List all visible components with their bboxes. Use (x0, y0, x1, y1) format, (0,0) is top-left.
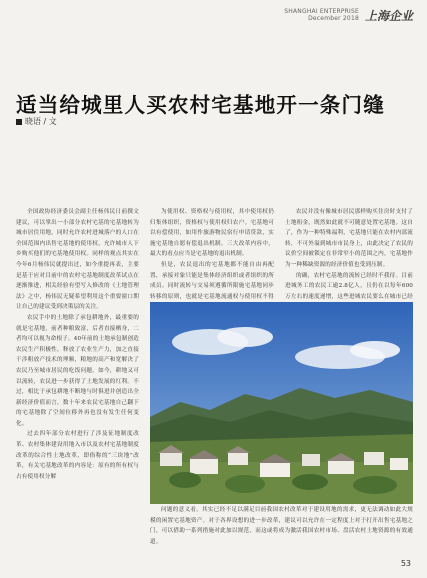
byline (16, 116, 57, 127)
byline-square-icon (16, 119, 22, 125)
column-1 (16, 207, 139, 562)
paragraph: 全国政协经济委员会副主任杨伟民日前撰文建议，可以掌出一小部分农村宅基的宅基地转为城市居住用地，同时允许农村进城落户的人口在全国范围内出售宅基地的使用权，允许城市人下乡购买他们的宅基地使用权。同样的观点其实在今年6月杨伟民就提出过，如今重提再表，主要是基于应对目前中的农村宅基地制度改革试点在逐渐推进，相关经验有望写入修改的《土地管理法》之中，杨伟民无疑希望利用这个重要窗口期让自己的建议受到决策层的关注。 (16, 209, 139, 311)
paragraph: 为使用权、资格权与使用权，其中使用权仍归集体组织，资格权与使用权归农户。宅基地可以有偿使用，如用作旅游物民宿行申请贷款，实施宅基地自愿有偿退出机制。三大改革内容中，最大的看点应当是宅基地的退出机制。 (150, 209, 274, 258)
column-2 (150, 207, 274, 302)
article-title: 适当给城里人买农村宅基地开一条门缝 (16, 93, 385, 117)
paragraph: 的确，农村宅基地的流转已经时不我待。目前进城务工的农民工逾2.8亿人，且仍在以每年600万左右的速度递增，这些进城农民要么在城市已经 (285, 272, 413, 300)
header-text (284, 8, 359, 22)
village-photo (150, 302, 413, 504)
paragraph: 问题的意义看，其实已经不足以满足目前我国农村改革对于建设用地的需求，更无法调动如此大规模的闲置宅基地资产。对于各界设想的进一步改革，建议可以允许在一定程度上对于打开出售宅基地之门，可以借助一系列措施对此加以规范，而这或将成为激活我国农村市场、盘活农村土地资源的有效通道。 (150, 507, 413, 545)
column-3 (285, 207, 413, 302)
column-4 (150, 505, 413, 555)
byline-text: 晓语 / 文 (25, 117, 57, 126)
magazine-logo: 上海企业 (364, 9, 413, 23)
paragraph: 但是，农民退出的宅基地都不能自由再配置，承接对象只能是集体经济组织或者组织的所成员。同时流转与交易须遵循所限施宅基地同步转移的原则，也就是宅基地流通权与使用权不得 (150, 261, 274, 300)
village-photo-image (150, 302, 413, 504)
publication-name: SHANGHAI ENTERPRISE (284, 8, 359, 15)
paragraph: 过去四年部分农村进行了涉及征地制度改革、农村集体建设用地入市以及农村宅基地制度改革的综合性土地改革，即俗称的“三块地”改革，有关宅基地改革的内容是：原有的所有权与占有使用权分解 (16, 431, 139, 480)
paragraph: 农民并没有像城市居民那样购买住房时支付了土地租金，既然如此就不可随意处置宅基地。这自了，作为一种特殊福利，宅基地只能在农村内部流转，不可外溢到城市市民身上，由此决定了农民的议价空间被锁定在非常窄小的范围之内，宅基地作为一种稀缺资源的经济价值也受到压制。 (285, 209, 413, 268)
page-header (284, 8, 413, 24)
page-number: 53 (400, 559, 411, 568)
paragraph: 农民手中的土地除了承包耕地外，最重要的就是宅基地，前者种粮致富，后者直接栖身，二者均可以视为命根子。40年前的土地承包制创造农民生产积极性，释放了农业生产力，加之直接干涉粗放产技术的理顺，粮地的高产和宽解决了农民乃至城市居民的吃饭问题。如今，耕地又可以流转，农民进一步获得了土地发展的红利。不过，相比于承包耕地不断地与时俱进并创造出全新经济价值而言，数十年来农民宅基地自己翻下的宅基地除了空间位移外再也没有发生任何变化。 (16, 314, 139, 427)
issue-date: December 2018 (308, 15, 359, 22)
